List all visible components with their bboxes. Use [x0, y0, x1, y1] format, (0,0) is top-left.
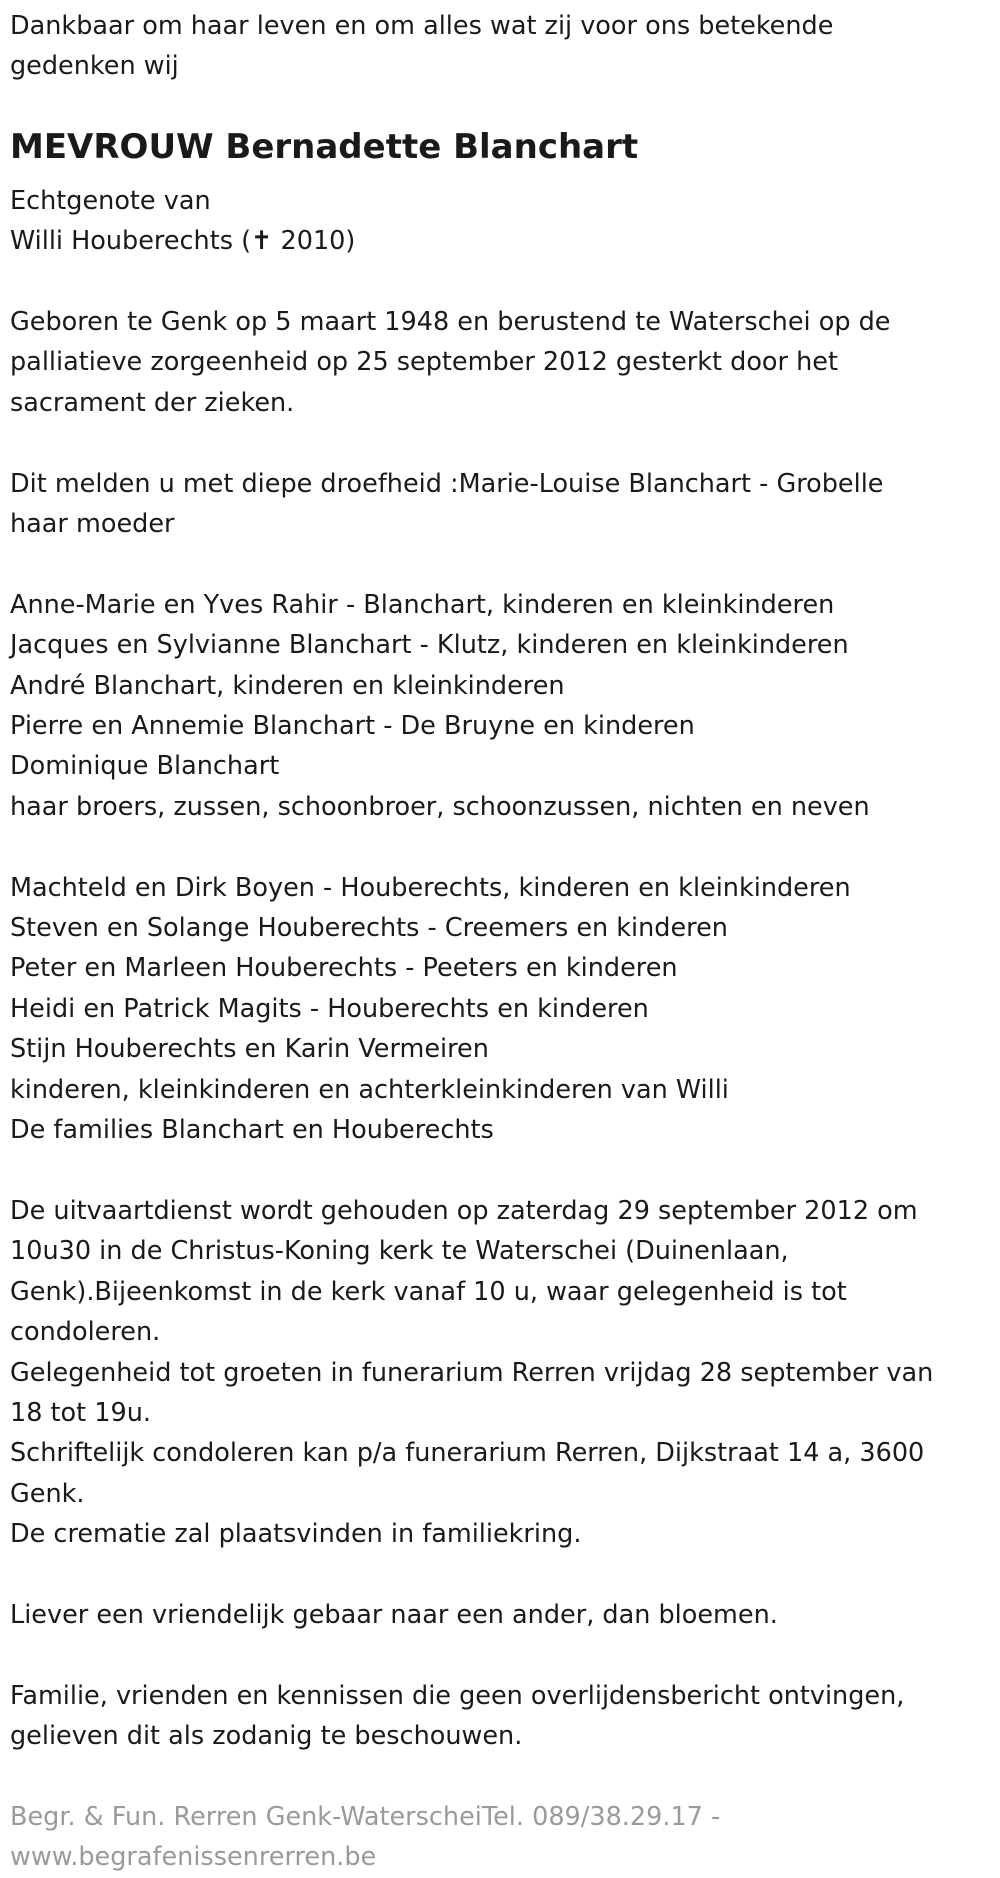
sibling-line: Pierre en Annemie Blanchart - De Bruyne en kinderen [10, 711, 695, 742]
spacer [10, 262, 990, 302]
service-line: Schriftelijk condoleren kan p/a funerarium Rerren, Dijkstraat 14 a, 3600 [10, 1438, 925, 1469]
announcer-line: haar moeder [10, 509, 175, 540]
flowers-line: Liever een vriendelijk gebaar naar een ander, dan bloemen. [10, 1599, 778, 1630]
service-line: De uitvaartdienst wordt gehouden op zaterdag 29 september 2012 om [10, 1195, 918, 1226]
service-line: Gelegenheid tot groeten in funerarium Rerren vrijdag 28 september van [10, 1357, 934, 1388]
spacer [10, 1555, 990, 1595]
spouse-line: Willi Houberechts (✝ 2010) [10, 226, 356, 257]
spacer [10, 827, 990, 867]
spacer [10, 1635, 990, 1675]
service-line: condoleren. [10, 1317, 161, 1348]
spacer [10, 544, 990, 584]
service-line: 10u30 in de Christus-Koning kerk te Waterschei (Duinenlaan, [10, 1236, 789, 1267]
siblings-section [10, 585, 990, 827]
spacer [10, 1757, 990, 1797]
service-line: De crematie zal plaatsvinden in familiekring. [10, 1519, 582, 1550]
child-line: Peter en Marleen Houberechts - Peeters en kinderen [10, 953, 678, 984]
notice-section [10, 1676, 990, 1757]
children-section [10, 868, 990, 1151]
service-line: Genk).Bijeenkomst in de kerk vanaf 10 u, waar gelegenheid is tot [10, 1276, 847, 1307]
service-section [10, 1191, 990, 1555]
birth-line: Geboren te Genk op 5 maart 1948 en berustend te Waterschei op de [10, 307, 891, 338]
funeral-home-footer [10, 1797, 990, 1878]
child-line: De families Blanchart en Houberechts [10, 1115, 494, 1146]
service-line: 18 tot 19u. [10, 1397, 151, 1428]
announcer-line: Dit melden u met diepe droefheid :Marie-Louise Blanchart - Grobelle [10, 468, 884, 499]
child-line: Steven en Solange Houberechts - Creemers en kinderen [10, 913, 728, 944]
spacer [10, 1151, 990, 1191]
announcers-section [10, 464, 990, 545]
sibling-line: Anne-Marie en Yves Rahir - Blanchart, kinderen en kleinkinderen [10, 589, 835, 620]
footer-website: www.begrafenissenrerren.be [10, 1842, 377, 1873]
flowers-section [10, 1595, 990, 1635]
sibling-line: Dominique Blanchart [10, 751, 280, 782]
intro-section [10, 0, 990, 87]
spouse-section [10, 181, 990, 262]
birth-death-section [10, 302, 990, 423]
birth-line: sacrament der zieken. [10, 387, 295, 418]
service-line: Genk. [10, 1478, 85, 1509]
spacer [10, 423, 990, 463]
child-line: Machteld en Dirk Boyen - Houberechts, kinderen en kleinkinderen [10, 872, 851, 903]
intro-line: gedenken wij [10, 51, 179, 82]
spouse-line: Echtgenote van [10, 185, 211, 216]
sibling-line: Jacques en Sylvianne Blanchart - Klutz, kinderen en kleinkinderen [10, 630, 849, 661]
footer-line: Begr. & Fun. Rerren Genk-WaterscheiTel. 089/38.29.17 - [10, 1801, 721, 1832]
sibling-line: haar broers, zussen, schoonbroer, schoonzussen, nichten en neven [10, 791, 870, 822]
notice-line: gelieven dit als zodanig te beschouwen. [10, 1721, 523, 1752]
notice-line: Familie, vrienden en kennissen die geen overlijdensbericht ontvingen, [10, 1680, 905, 1711]
child-line: Heidi en Patrick Magits - Houberechts en kinderen [10, 993, 649, 1024]
birth-line: palliatieve zorgeenheid op 25 september 2012 gesterkt door het [10, 347, 838, 378]
child-line: kinderen, kleinkinderen en achterkleinkinderen van Willi [10, 1074, 729, 1105]
intro-line: Dankbaar om haar leven en om alles wat zij voor ons betekende [10, 11, 834, 41]
deceased-name-heading: MEVROUW Bernadette Blanchart [10, 126, 639, 167]
child-line: Stijn Houberechts en Karin Vermeiren [10, 1034, 489, 1065]
sibling-line: André Blanchart, kinderen en kleinkinderen [10, 670, 565, 701]
